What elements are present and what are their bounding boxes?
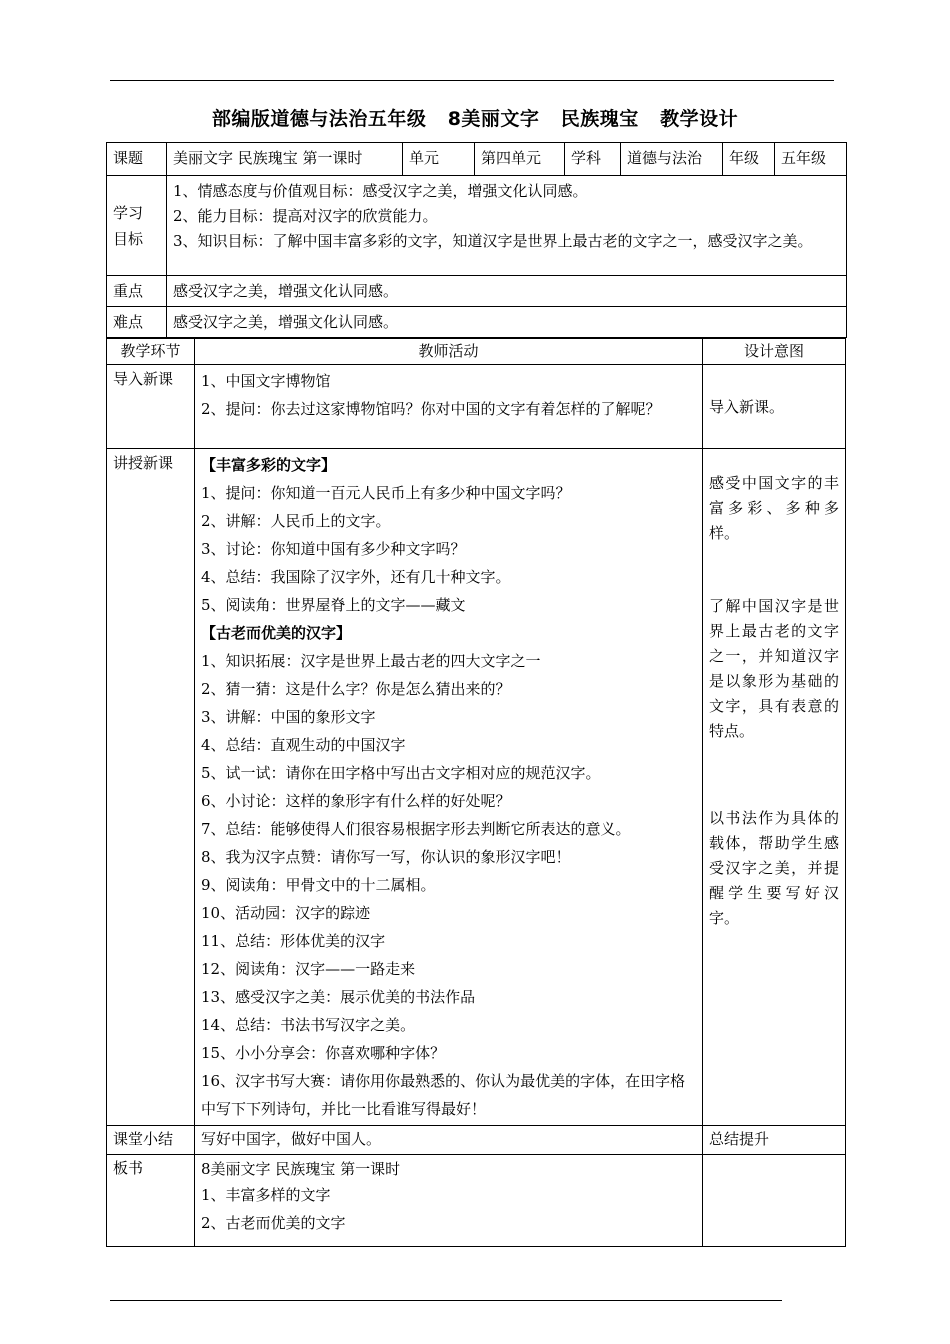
course-label: 课题 — [107, 143, 167, 176]
activity-item: 5、试一试：请你在田字格中写出古文字相对应的规范汉字。 — [201, 764, 601, 782]
activity-item: 15、小小分享会：你喜欢哪种字体？ — [201, 1044, 446, 1062]
header-rule — [110, 80, 834, 81]
activity-item: 2、提问：你去过这家博物馆吗？你对中国的文字有着怎样的了解呢？ — [201, 400, 661, 418]
activity-item: 7、总结：能够使得人们很容易根据字形去判断它所表达的意义。 — [201, 820, 631, 838]
activity-item: 12、阅读角：汉字——一路走来 — [201, 960, 416, 978]
course-value: 美丽文字 民族瑰宝 第一课时 — [167, 143, 403, 176]
activity-item: 2、猜一猜：这是什么字？你是怎么猜出来的？ — [201, 680, 511, 698]
activity-item: 6、小讨论：这样的象形字有什么样的好处呢？ — [201, 792, 511, 810]
goals-label-line2: 目标 — [113, 229, 144, 248]
unit-label: 单元 — [403, 143, 475, 176]
activity-item: 5、阅读角：世界屋脊上的文字——藏文 — [201, 596, 466, 614]
activity-item: 11、总结：形体优美的汉字 — [201, 932, 386, 950]
intro-activities — [195, 365, 703, 449]
goal-item: 1、情感态度与价值观目标：感受汉字之美，增强文化认同感。 — [173, 182, 588, 200]
summary-activity: 写好中国字，做好中国人。 — [195, 1126, 703, 1155]
activity-item: 2、讲解：人民币上的文字。 — [201, 512, 391, 530]
header-purpose: 设计意图 — [703, 339, 846, 365]
section-title: 【古老而优美的汉字】 — [201, 624, 352, 642]
teaching-process-table — [106, 338, 846, 1247]
activity-item: 4、总结：直观生动的中国汉字 — [201, 736, 406, 754]
activity-item: 1、提问：你知道一百元人民币上有多少种中国文字吗？ — [201, 484, 571, 502]
subject-value: 道德与法治 — [621, 143, 723, 176]
grade-value: 五年级 — [775, 143, 847, 176]
purpose-calligraphy: 以书法作为具体的载体，帮助学生感受汉字之美，并提醒学生要写好汉字。 — [709, 809, 839, 927]
purpose-rich-writing: 感受中国文字的丰富多彩、多种多样。 — [709, 474, 839, 542]
activity-item: 3、讨论：你知道中国有多少种文字吗？ — [201, 540, 466, 558]
goals-label — [107, 176, 167, 276]
header-activity: 教师活动 — [195, 339, 703, 365]
footer-rule — [110, 1300, 782, 1301]
subject-label: 学科 — [565, 143, 621, 176]
difficulty-label: 难点 — [107, 307, 167, 338]
activity-item: 1、知识拓展：汉字是世界上最古老的四大文字之一 — [201, 652, 541, 670]
activity-item: 1、中国文字博物馆 — [201, 372, 331, 390]
teach-stage: 讲授新课 — [107, 449, 195, 1126]
activity-item: 14、总结：书法书写汉字之美。 — [201, 1016, 416, 1034]
activity-item: 3、讲解：中国的象形文字 — [201, 708, 376, 726]
activity-item: 4、总结：我国除了汉字外，还有几十种文字。 — [201, 568, 511, 586]
section-title: 【丰富多彩的文字】 — [201, 456, 337, 474]
board-line: 8美丽文字 民族瑰宝 第一课时 — [201, 1160, 401, 1178]
board-content — [195, 1155, 703, 1247]
goal-item: 3、知识目标：了解中国丰富多彩的文字，知道汉字是世界上最古老的文字之一，感受汉字之美。 — [173, 232, 813, 250]
activity-item: 10、活动园：汉字的踪迹 — [201, 904, 371, 922]
teach-activities — [195, 449, 703, 1126]
goals-label-line1: 学习 — [113, 203, 144, 222]
board-stage: 板书 — [107, 1155, 195, 1247]
key-value: 感受汉字之美，增强文化认同感。 — [167, 276, 847, 307]
activity-item: 9、阅读角：甲骨文中的十二属相。 — [201, 876, 436, 894]
summary-purpose: 总结提升 — [703, 1126, 846, 1155]
intro-purpose: 导入新课。 — [703, 365, 846, 449]
intro-stage: 导入新课 — [107, 365, 195, 449]
lesson-info-table — [106, 142, 847, 338]
board-line: 1、丰富多样的文字 — [201, 1186, 331, 1204]
difficulty-value: 感受汉字之美，增强文化认同感。 — [167, 307, 847, 338]
teach-purpose — [703, 449, 846, 1126]
activity-item: 8、我为汉字点赞：请你写一写，你认识的象形汉字吧！ — [201, 848, 571, 866]
summary-stage: 课堂小结 — [107, 1126, 195, 1155]
unit-value: 第四单元 — [475, 143, 565, 176]
grade-label: 年级 — [723, 143, 775, 176]
document-title: 部编版道德与法治五年级 8美丽文字 民族瑰宝 教学设计 — [211, 108, 739, 130]
header-stage: 教学环节 — [107, 339, 195, 365]
activity-item: 13、感受汉字之美：展示优美的书法作品 — [201, 988, 476, 1006]
goal-item: 2、能力目标：提高对汉字的欣赏能力。 — [173, 207, 438, 225]
activity-item: 16、汉字书写大赛：请你用你最熟悉的、你认为最优美的字体，在田字格中写下下列诗句，并比一比看谁写得最好！ — [201, 1072, 686, 1118]
goals-cell — [167, 176, 847, 276]
purpose-ancient-characters: 了解中国汉字是世界上最古老的文字之一，并知道汉字是以象形为基础的文字，具有表意的特点。 — [709, 597, 839, 740]
key-label: 重点 — [107, 276, 167, 307]
board-line: 2、古老而优美的文字 — [201, 1214, 346, 1232]
board-purpose — [703, 1155, 846, 1247]
